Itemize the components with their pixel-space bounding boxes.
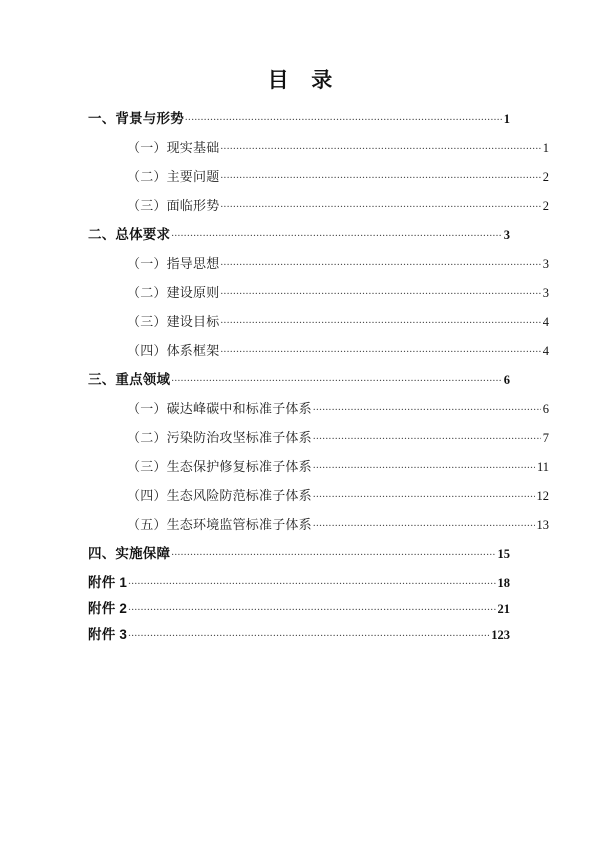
toc-entry-label: （三）生态保护修复标准子体系	[127, 459, 312, 475]
toc-entry-page-number: 7	[542, 431, 549, 446]
toc-entry-page-number: 15	[497, 547, 510, 562]
toc-entry[interactable]	[88, 310, 549, 330]
toc-entry-label: 附件 2	[88, 601, 128, 617]
toc-entry-label: （三）建设目标	[127, 314, 220, 330]
toc-entry-page-number: 6	[503, 373, 510, 388]
toc-entry-label: 四、实施保障	[88, 546, 171, 562]
toc-entry[interactable]	[88, 223, 510, 243]
page-title: 目 录	[267, 69, 341, 92]
toc-entry-label: （二）建设原则	[127, 285, 220, 301]
toc-entry-page-number: 1	[542, 141, 549, 156]
toc-entry[interactable]	[88, 455, 549, 475]
toc-entry[interactable]	[88, 107, 510, 127]
toc-dot-leader	[171, 542, 495, 558]
toc-entry[interactable]	[88, 426, 549, 446]
toc-entry-page-number: 4	[542, 344, 549, 359]
toc-entry-label: （二）污染防治攻坚标准子体系	[127, 430, 312, 446]
toc-entry[interactable]	[88, 281, 549, 301]
toc-entry-page-number: 2	[542, 170, 549, 185]
toc-entry[interactable]	[88, 397, 549, 417]
toc-entry[interactable]	[88, 571, 510, 591]
toc-dot-leader	[313, 513, 535, 529]
toc-dot-leader	[171, 368, 502, 384]
toc-entry[interactable]	[88, 252, 549, 272]
toc-dot-leader	[220, 339, 540, 355]
toc-entry-page-number: 11	[536, 460, 549, 475]
toc-dot-leader	[220, 194, 540, 210]
toc-entry-page-number: 3	[542, 286, 549, 301]
toc-entry-label: 二、总体要求	[88, 227, 171, 243]
toc-entry-label: 一、背景与形势	[88, 111, 184, 127]
toc-dot-leader	[220, 136, 540, 152]
toc-entry[interactable]	[88, 484, 549, 504]
toc-entry-page-number: 3	[542, 257, 549, 272]
table-of-contents	[0, 107, 600, 643]
toc-entry[interactable]	[88, 623, 510, 643]
toc-entry-label: （一）指导思想	[127, 256, 220, 272]
toc-entry-page-number: 3	[503, 228, 510, 243]
toc-entry-page-number: 21	[497, 602, 510, 617]
toc-entry[interactable]	[88, 368, 510, 388]
toc-entry-label: 三、重点领域	[88, 372, 171, 388]
toc-entry[interactable]	[88, 597, 510, 617]
toc-dot-leader	[128, 623, 489, 639]
toc-entry[interactable]	[88, 542, 510, 562]
toc-entry-label: （五）生态环境监管标准子体系	[127, 517, 312, 533]
toc-dot-leader	[313, 426, 541, 442]
toc-entry[interactable]	[88, 339, 549, 359]
toc-dot-leader	[171, 223, 502, 239]
toc-dot-leader	[128, 597, 495, 613]
toc-entry-label: （一）碳达峰碳中和标准子体系	[127, 401, 312, 417]
toc-entry[interactable]	[88, 165, 549, 185]
toc-dot-leader	[220, 281, 540, 297]
toc-dot-leader	[220, 310, 540, 326]
toc-dot-leader	[220, 165, 540, 181]
toc-entry-label: 附件 3	[88, 627, 128, 643]
toc-entry-page-number: 2	[542, 199, 549, 214]
toc-entry-label: （四）体系框架	[127, 343, 220, 359]
toc-entry-page-number: 13	[536, 518, 549, 533]
toc-entry-page-number: 18	[497, 576, 510, 591]
toc-entry-page-number: 1	[503, 112, 510, 127]
toc-entry-page-number: 123	[491, 628, 510, 643]
toc-entry[interactable]	[88, 513, 549, 533]
toc-entry[interactable]	[88, 194, 549, 214]
toc-dot-leader	[128, 571, 495, 587]
toc-dot-leader	[185, 107, 502, 123]
toc-entry-page-number: 12	[536, 489, 549, 504]
toc-dot-leader	[313, 397, 541, 413]
toc-entry-page-number: 4	[542, 315, 549, 330]
toc-entry-label: （一）现实基础	[127, 140, 220, 156]
toc-entry[interactable]	[88, 136, 549, 156]
toc-dot-leader	[220, 252, 540, 268]
toc-entry-page-number: 6	[542, 402, 549, 417]
toc-dot-leader	[313, 455, 535, 471]
toc-dot-leader	[313, 484, 535, 500]
toc-entry-label: （四）生态风险防范标准子体系	[127, 488, 312, 504]
toc-entry-label: （二）主要问题	[127, 169, 220, 185]
toc-entry-label: （三）面临形势	[127, 198, 220, 214]
toc-entry-label: 附件 1	[88, 575, 128, 591]
